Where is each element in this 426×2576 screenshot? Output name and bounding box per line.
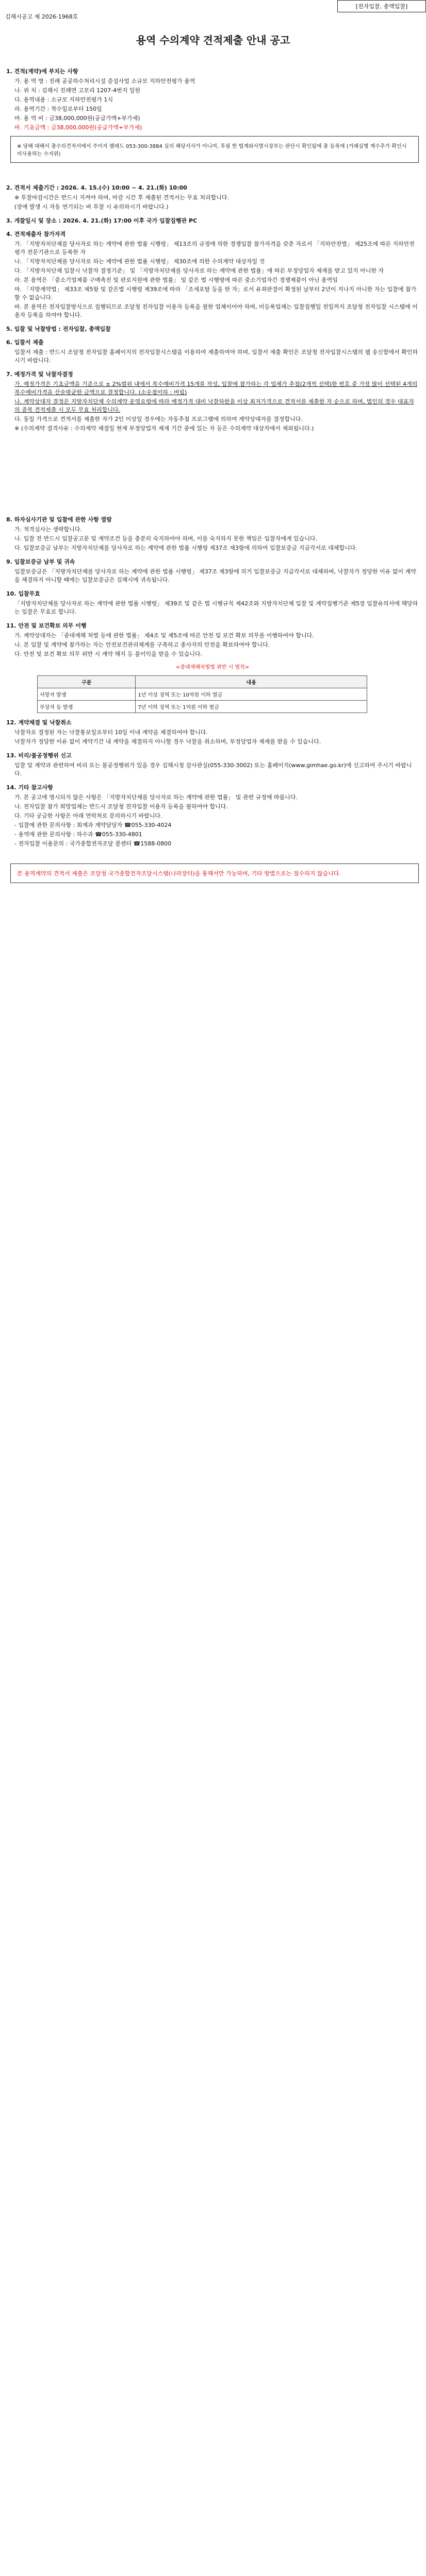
section-heading: 2. 견적서 제출기간 : 2026. 4. 15.(수) 10:00 ~ 4. 21.(화) 10:00 — [6, 184, 187, 191]
section-line: 라. 용역기간 : 착수일로부터 150일 — [14, 106, 102, 112]
bid-type-tag: [전자입찰, 총액입찰] — [337, 0, 426, 12]
section-line: 「지방자치단체를 당사자로 하는 계약에 관한 법률 시행령」 제39조 및 같은 법 시행규칙 제42조와 지방자치단체 입찰 및 계약집행기준 제5장 입찰유의서에 해당하는 입찰은 무효로 합니다. — [14, 600, 418, 615]
section-heading: 7. 예정가격 및 낙찰자결정 — [6, 371, 73, 378]
table-cell: 1년 이상 징역 또는 10억원 이하 벌금 — [136, 688, 367, 701]
section-line: 마. 「지방계약법」 제33조 제5항 및 같은법 시행령 제39조에 따라 「조세포탈 등을 한 자」로서 유죄판결이 확정된 날부터 2년이 지나지 아니한 자는 입찰에 참가할 수 없습니다. — [14, 286, 417, 301]
table-cell: 부상자 등 발생 — [38, 701, 136, 713]
section-5 — [6, 325, 419, 333]
section-14 — [6, 783, 419, 848]
section-heading: 8. 하자심사기관 및 입찰에 관한 사항 열람 — [6, 516, 112, 523]
section-heading: 5. 입찰 및 낙찰방법 : 전자입찰, 총액입찰 — [6, 326, 111, 332]
section-heading: 13. 비리/불공정행위 신고 — [6, 752, 72, 759]
page-title: 용역 수의계약 견적제출 안내 공고 — [136, 34, 290, 46]
section-8 — [6, 515, 419, 552]
section-line: 라. 본 용역은 「중소기업제품 구매촉진 및 판로지원에 관한 법률」 및 같은 법 시행령에 따른 중소기업자간 경쟁제품이 아닌 용역임 — [14, 277, 338, 283]
penalty-table — [37, 675, 367, 713]
section-line: 낙찰자로 결정된 자는 낙찰통보일로부터 10일 이내 계약을 체결하여야 합니다. — [14, 729, 208, 736]
section-7 — [6, 370, 419, 433]
section-line: 나. 전자입찰 참가 희망업체는 반드시 조달청 전자입찰 이용자 등록을 필하여야 합니다. — [14, 803, 228, 810]
note-box: ※ 당해 대해서 총수의견적서에서 주어지 펠레드 053-300-3884 실의 해당서사가 아니여, 후필 한 법계와사멸시장부는 판단시 확인됨에 총 등록에 (거래실행 계수추가 확인시 미사용하는 수지위) — [10, 136, 419, 163]
section-13 — [6, 751, 419, 778]
section-4 — [6, 230, 419, 319]
section-line: 다. 동일 가격으로 견적서를 제출한 자가 2인 이상일 경우에는 자동추첨 프로그램에 의하여 계약상대자를 결정합니다. — [14, 416, 303, 422]
table-row — [38, 688, 367, 701]
section-line: 바. 기초금액 : 금38,000,000원(공급가액+부가세) — [14, 124, 142, 131]
section-11 — [6, 621, 419, 713]
table-cell: 사망자 발생 — [38, 688, 136, 701]
table-cell: 7년 이하 징역 또는 1억원 이하 벌금 — [136, 701, 367, 713]
section-line: 낙찰자가 정당한 이유 없이 계약기간 내 계약을 체결하지 아니할 경우 낙찰을 취소하며, 부정당업자 제재를 받을 수 있습니다. — [14, 738, 321, 745]
section-heading: 14. 기타 참고사항 — [6, 784, 53, 791]
penalty-table-title: <중대재해처벌법 위반 시 벌칙> — [175, 665, 250, 670]
section-9 — [6, 557, 419, 584]
notice-number: 김해시공고 제 2026-1968호 — [5, 13, 78, 20]
section-10 — [6, 589, 419, 616]
section-heading: 10. 입찰무효 — [6, 590, 40, 597]
section-line: 나. 본 입찰 및 계약에 참가하는 자는 안전보건관리체계를 구축하고 종사자의 안전을 확보하여야 합니다. — [14, 641, 270, 648]
section-line: 가. 용 역 명 : 진례 공공하수처리시설 증설사업 소규모 지하안전평가 용역 — [14, 78, 195, 84]
section-line: 다. 입찰보증금 납부는 지방자치단체를 당사자로 하는 계약에 관한 법률 시행령 제37조 제3항에 의하여 입찰보증금 지급각서로 대체합니다. — [14, 545, 357, 551]
section-2 — [6, 183, 419, 211]
section-line: 다. 용역내용 : 소규모 지하안전평가 1식 — [14, 96, 113, 103]
section-line: 가. 계약상대자는 「중대재해 처벌 등에 관한 법률」 제4조 및 제5조에 따른 안전 및 보건 확보 의무를 이행하여야 합니다. — [14, 632, 314, 639]
section-line: ※ (수의계약 결격사유 : 수의계약 체결일 현재 부정당업자 제재 기간 중에 있는 자 등은 수의계약 대상자에서 제외됩니다.) — [14, 425, 314, 432]
section-line: 나. 입찰 전 반드시 입찰공고문 및 계약조건 등을 충분히 숙지하여야 하며, 이를 숙지하지 못한 책임은 입찰자에게 있습니다. — [14, 535, 318, 542]
section-line: 가. 본 공고에 명시되지 않은 사항은 「지방자치단체를 당사자로 하는 계약에 관한 법률」 및 관련 규정에 따릅니다. — [14, 794, 298, 801]
section-1 — [6, 67, 419, 163]
section-line: 입찰 및 계약과 관련하여 비리 또는 불공정행위가 있을 경우 김해시청 감사관실(055-330-3002) 또는 홈페이지(www.gimhae.go.kr)에 신고하여 주시기 바랍니다. — [14, 762, 412, 777]
section-3 — [6, 216, 419, 225]
notice-body — [6, 62, 419, 887]
section-line: 다. 기타 궁금한 사항은 아래 연락처로 문의하시기 바랍니다. — [14, 812, 162, 819]
section-heading: 12. 계약체결 및 낙찰취소 — [6, 719, 72, 726]
section-12 — [6, 718, 419, 746]
section-heading: 6. 입찰서 제출 — [6, 339, 44, 346]
section-line: 나. 위 치 : 김해시 진례면 고모리 1207-4번지 일원 — [14, 87, 141, 94]
section-line: - 입찰에 관한 문의사항 : 회계과 계약담당자 ☎055-330-4024 — [14, 822, 172, 828]
section-line: ※ 투찰마감시간은 반드시 지켜야 하며, 마감 시간 후 제출된 견적서는 무효 처리합니다. — [14, 194, 229, 201]
section-heading: 11. 안전 및 보건확보 의무 이행 — [6, 622, 87, 629]
section-heading: 1. 견적(계약)에 부치는 사항 — [6, 68, 78, 75]
table-header-cell: 구분 — [38, 676, 136, 688]
section-line: 나. 「지방자치단체를 당사자로 하는 계약에 관한 법률 시행령」 제30조에 의한 수의계약 대상자일 것 — [14, 258, 265, 265]
section-line: 마. 용 역 비 : 금38,000,000원(공급가액+부가세) — [14, 115, 140, 122]
table-header-cell: 내용 — [136, 676, 367, 688]
section-line: - 전자입찰 이용문의 : 국가종합전자조달 콜센터 ☎1588-0800 — [14, 840, 172, 847]
section-line: 다. 안전 및 보건 확보 의무 위반 시 계약 해지 등 불이익을 받을 수 있습니다. — [14, 651, 203, 657]
section-line: 가. 적격심사는 생략합니다. — [14, 526, 82, 533]
section-line: 바. 본 용역은 전자입찰방식으로 집행되므로 조달청 전자입찰 이용자 등록을 필한 업체이어야 하며, 미등록업체는 입찰집행일 전일까지 조달청 전자입찰 시스템에 이용자 등록을 하여야 합니다. — [14, 303, 418, 318]
section-heading: 9. 입찰보증금 납부 및 귀속 — [6, 558, 75, 565]
section-line: 가. 「지방자치단체를 당사자로 하는 계약에 관한 법률 시행령」 제13조의 규정에 의한 경쟁입찰 참가자격을 갖춘 자로서 「지하안전법」 제25조에 따른 지하안전평가 전문기관으로 등록한 자 — [14, 241, 415, 256]
section-line: 가. 예정가격은 기초금액을 기준으로 ± 2%범위 내에서 복수예비가격 15개를 작성, 입찰에 참가하는 각 업체가 추첨(2개씩 선택)한 번호 중 가장 많이 선택된 4개의 복수예비가격을 산술평균한 금액으로 결정합니다. (소숫점이하 : 버림) — [14, 381, 418, 396]
section-heading: 3. 개찰일시 및 장소 : 2026. 4. 21.(화) 17:00 이후 국가 입찰집행관 PC — [6, 217, 198, 224]
section-line: (장애 발생 시 자동 연기되는 바 투찰 시 유의하시기 바랍니다.) — [14, 204, 169, 210]
closing-note: 본 용역계약의 견적서 제출은 조달청 국가종합전자조달시스템(나라장터)을 통해서만 가능하며, 기타 방법으로는 접수하지 않습니다. — [10, 863, 419, 883]
section-line: 입찰보증금은 「지방자치단체를 당사자로 하는 계약에 관한 법률 시행령」 제37조 제3항에 의거 입찰보증금 지급각서로 대체하며, 낙찰자가 정당한 이유 없이 계약을 체결하지 아니할 때에는 입찰보증금은 김해시에 귀속됩니다. — [14, 568, 416, 583]
section-line: 다. 「지방자치단체 입찰시 낙찰자 결정기준」 및 「지방자치단체를 당사자로 하는 계약에 관한 법률」에 따른 부정당업자 제재를 받고 있지 아니한 자 — [14, 267, 384, 274]
section-line: 입찰서 제출 : 반드시 조달청 전자입찰 홈페이지의 전자입찰시스템을 이용하여 제출하여야 하며, 입찰서 제출 확인은 조달청 전자입찰시스템의 웹 송신함에서 확인하시기 바랍니다. — [14, 349, 418, 364]
section-6 — [6, 338, 419, 365]
table-row — [38, 701, 367, 713]
section-line: 나. 계약상대자 결정은 지방자치단체 수의계약 운영요령에 따라 예정가격 대비 낙찰하한율 이상 최저가격으로 견적서를 제출한 자 순으로 하며, 법인의 경우 대표자의 중복 견적제출 시 모두 무효 처리합니다. — [14, 398, 414, 413]
section-heading: 4. 견적제출자 참가자격 — [6, 231, 66, 238]
section-line: - 용역에 관한 문의사항 : 하수과 ☎055-330-4801 — [14, 831, 142, 838]
